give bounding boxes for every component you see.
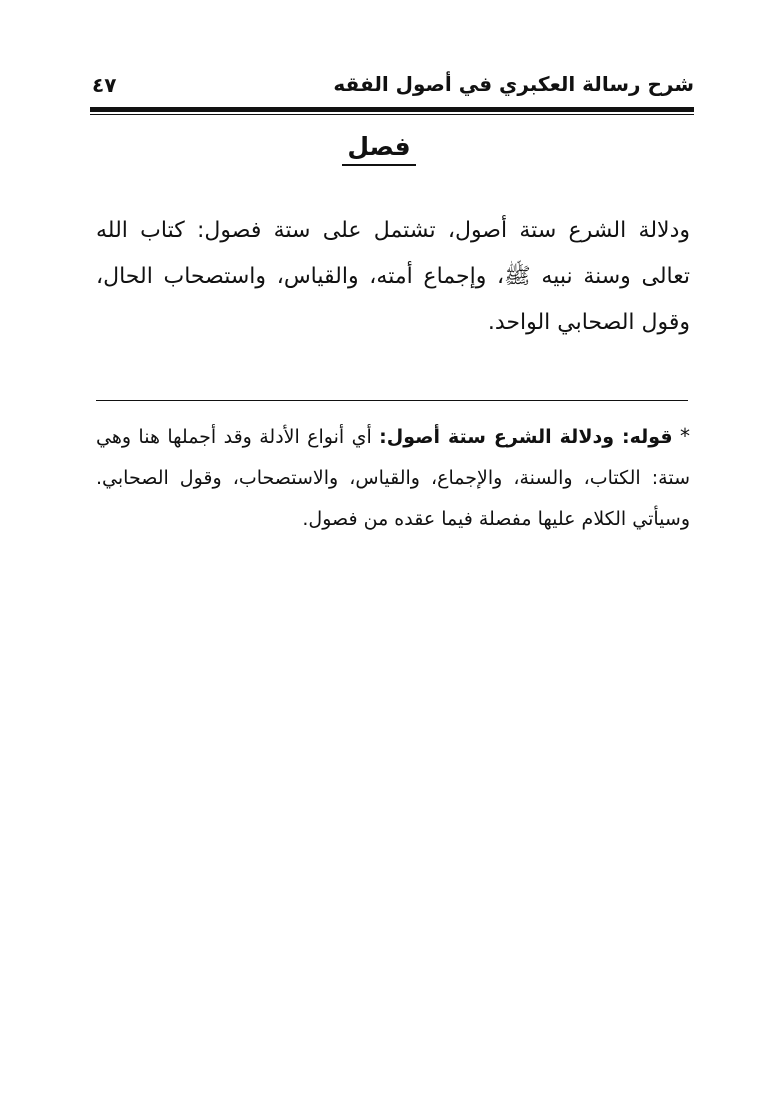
footnote-lead: قوله: ودلالة الشرع ستة أصول: — [379, 426, 673, 448]
page-header — [90, 68, 694, 102]
running-title: شرح رسالة العكبري في أصول الفقه — [333, 72, 694, 96]
footnote-separator — [96, 400, 688, 401]
footnote — [96, 416, 690, 540]
section-heading-text: فصل — [342, 132, 415, 166]
page-number: ٤٧ — [92, 73, 117, 97]
main-paragraph: ودلالة الشرع ستة أصول، تشتمل على ستة فصول: كتاب الله تعالى وسنة نبيه ﷺ، وإجماع أمته، والقياس، واستصحاب الحال، وقول الصحابي الواحد. — [96, 218, 690, 335]
section-heading — [0, 132, 758, 166]
header-rule-thin — [90, 114, 694, 115]
footnote-marker: * — [680, 424, 691, 448]
header-rule — [90, 107, 694, 112]
footnote-text: أي أنواع الأدلة وقد أجملها هنا وهي ستة: الكتاب، والسنة، والإجماع، والقياس، والاستصحاب، وقول الصحابي. وسيأتي الكلام عليها مفصلة فيما عقده من فصول. — [96, 426, 690, 530]
